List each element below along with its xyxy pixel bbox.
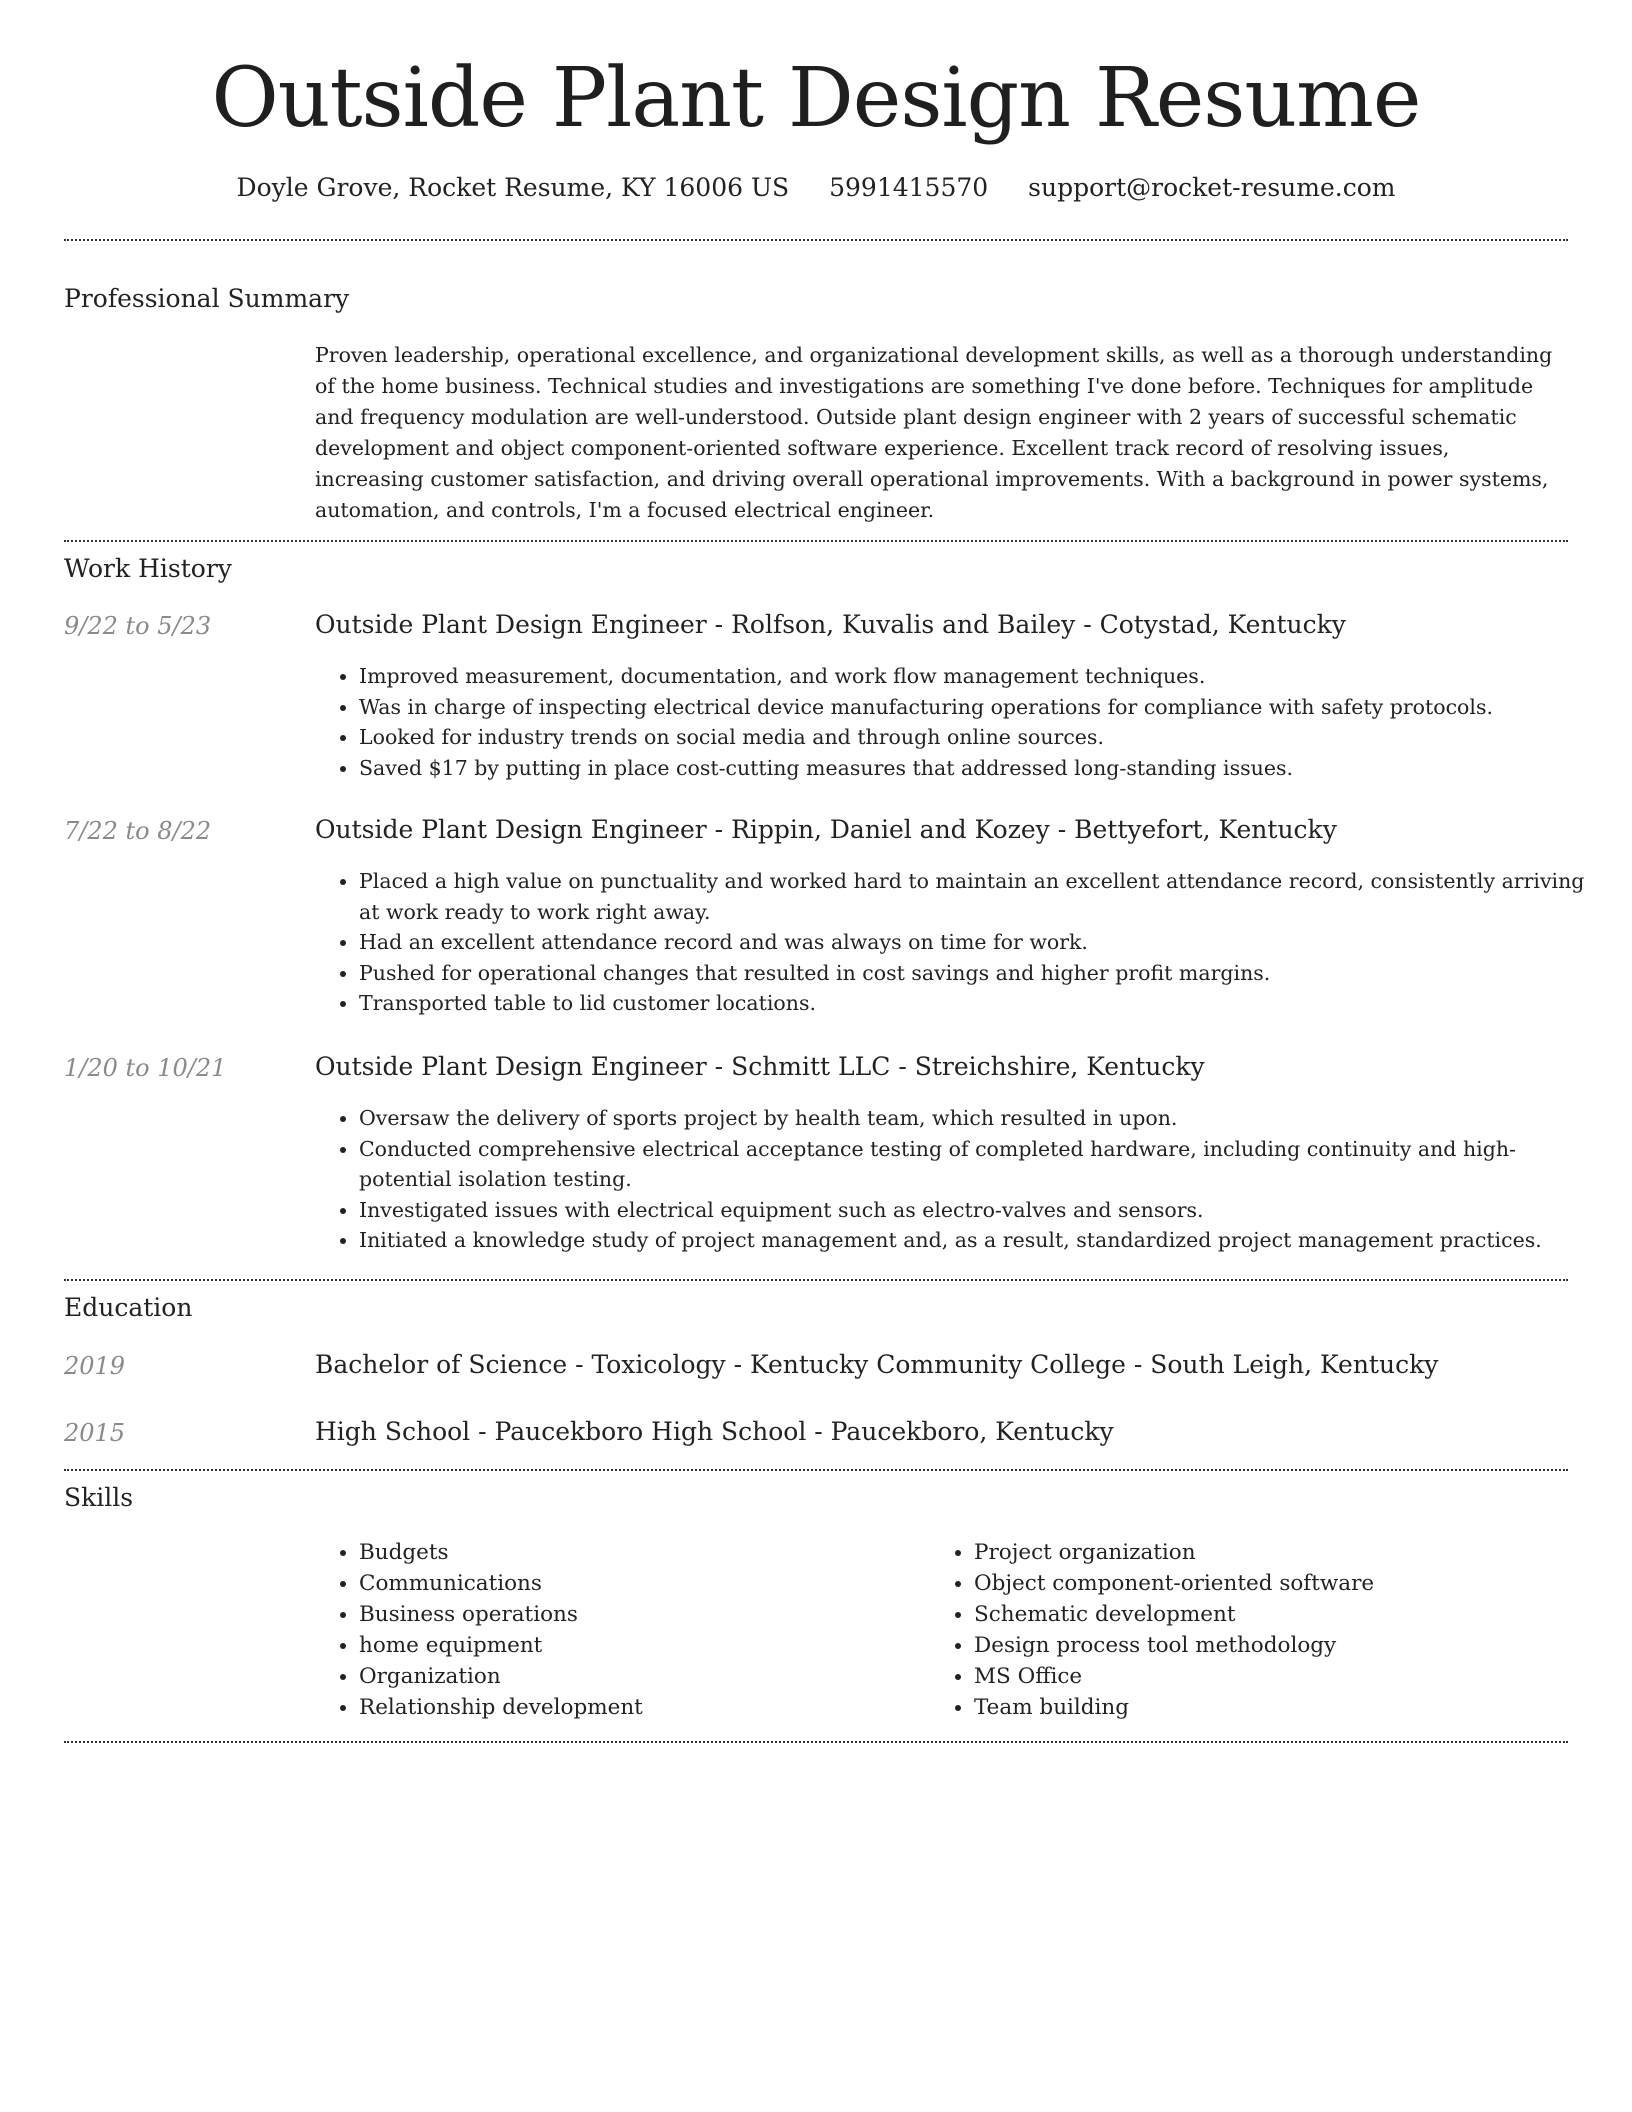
skills-list-left (315, 1537, 919, 1723)
job-dates: 1/20 to 10/21 (64, 1054, 227, 1082)
list-item: • Conducted comprehensive electrical acceptance testing of completed hardware, including continuity and high-potential isolation testing. (359, 1134, 1599, 1195)
contact-address: Doyle Grove, Rocket Resume, KY 16006 US (236, 173, 790, 202)
list-item: • Oversaw the delivery of sports project by health team, which resulted in upon. (359, 1103, 1599, 1134)
work-heading: Work History (64, 554, 232, 583)
skill-item: • Organization (359, 1661, 919, 1692)
list-item: • Improved measurement, documentation, and work flow management techniques. (359, 661, 1599, 692)
skills-heading: Skills (64, 1483, 134, 1512)
resume-title: Outside Plant Design Resume (211, 51, 1421, 146)
section-divider (64, 239, 1568, 241)
list-item: • Was in charge of inspecting electrical device manufacturing operations for compliance with safety protocols. (359, 692, 1599, 723)
job-title: Outside Plant Design Engineer - Schmitt LLC - Streichshire, Kentucky (315, 1052, 1205, 1081)
section-divider (64, 1741, 1568, 1743)
job-dates: 7/22 to 8/22 (64, 817, 212, 845)
list-item: • Initiated a knowledge study of project management and, as a result, standardized project management practices. (359, 1225, 1599, 1256)
skill-item: • home equipment (359, 1630, 919, 1661)
list-item: • Looked for industry trends on social media and through online sources. (359, 722, 1599, 753)
education-year: 2019 (64, 1352, 126, 1380)
skill-item: • Budgets (359, 1537, 919, 1568)
list-item: • Transported table to lid customer locations. (359, 988, 1599, 1019)
job-bullets (315, 866, 1599, 1019)
skill-item: • Project organization (974, 1537, 1534, 1568)
skill-item: • MS Office (974, 1661, 1534, 1692)
job-bullets (315, 661, 1599, 783)
job-title: Outside Plant Design Engineer - Rippin, Daniel and Kozey - Bettyefort, Kentucky (315, 815, 1337, 844)
list-item: • Had an excellent attendance record and was always on time for work. (359, 927, 1599, 958)
skill-item: • Design process tool methodology (974, 1630, 1534, 1661)
contact-email: support@rocket-resume.com (1028, 173, 1396, 202)
job-bullets (315, 1103, 1599, 1256)
education-year: 2015 (64, 1419, 126, 1447)
section-divider (64, 1469, 1568, 1471)
skill-item: • Communications (359, 1568, 919, 1599)
skills-list-right (930, 1537, 1534, 1723)
contact-line (0, 168, 1632, 208)
list-item: • Saved $17 by putting in place cost-cutting measures that addressed long-standing issues. (359, 753, 1599, 784)
skill-item: • Business operations (359, 1599, 919, 1630)
job-title: Outside Plant Design Engineer - Rolfson, Kuvalis and Bailey - Cotystad, Kentucky (315, 610, 1346, 639)
education-heading: Education (64, 1293, 193, 1322)
education-entry: Bachelor of Science - Toxicology - Kentucky Community College - South Leigh, Kentucky (315, 1350, 1439, 1379)
contact-phone: 5991415570 (829, 173, 989, 202)
education-entry: High School - Paucekboro High School - Paucekboro, Kentucky (315, 1417, 1114, 1446)
skill-item: • Object component-oriented software (974, 1568, 1534, 1599)
summary-text: Proven leadership, operational excellence, and organizational development skills, as well as a thorough understanding of the home business. Technical studies and investigations are something I've done before. Techniques for amplitude and frequency modulation are well-understood. Outside plant design engineer with 2 years of successful schematic development and object component-oriented software experience. Excellent track record of resolving issues, increasing customer satisfaction, and driving overall operational improvements. With a background in power systems, automation, and controls, I'm a focused electrical engineer. (315, 343, 1553, 522)
list-item: • Pushed for operational changes that resulted in cost savings and higher profit margins. (359, 958, 1599, 989)
skill-item: • Schematic development (974, 1599, 1534, 1630)
summary-heading: Professional Summary (64, 284, 350, 313)
job-dates: 9/22 to 5/23 (64, 612, 212, 640)
skill-item: • Relationship development (359, 1692, 919, 1723)
list-item: • Investigated issues with electrical equipment such as electro-valves and sensors. (359, 1195, 1599, 1226)
section-divider (64, 540, 1568, 542)
list-item: • Placed a high value on punctuality and worked hard to maintain an excellent attendance record, consistently arriving at work ready to work right away. (359, 866, 1599, 927)
skill-item: • Team building (974, 1692, 1534, 1723)
section-divider (64, 1279, 1568, 1281)
